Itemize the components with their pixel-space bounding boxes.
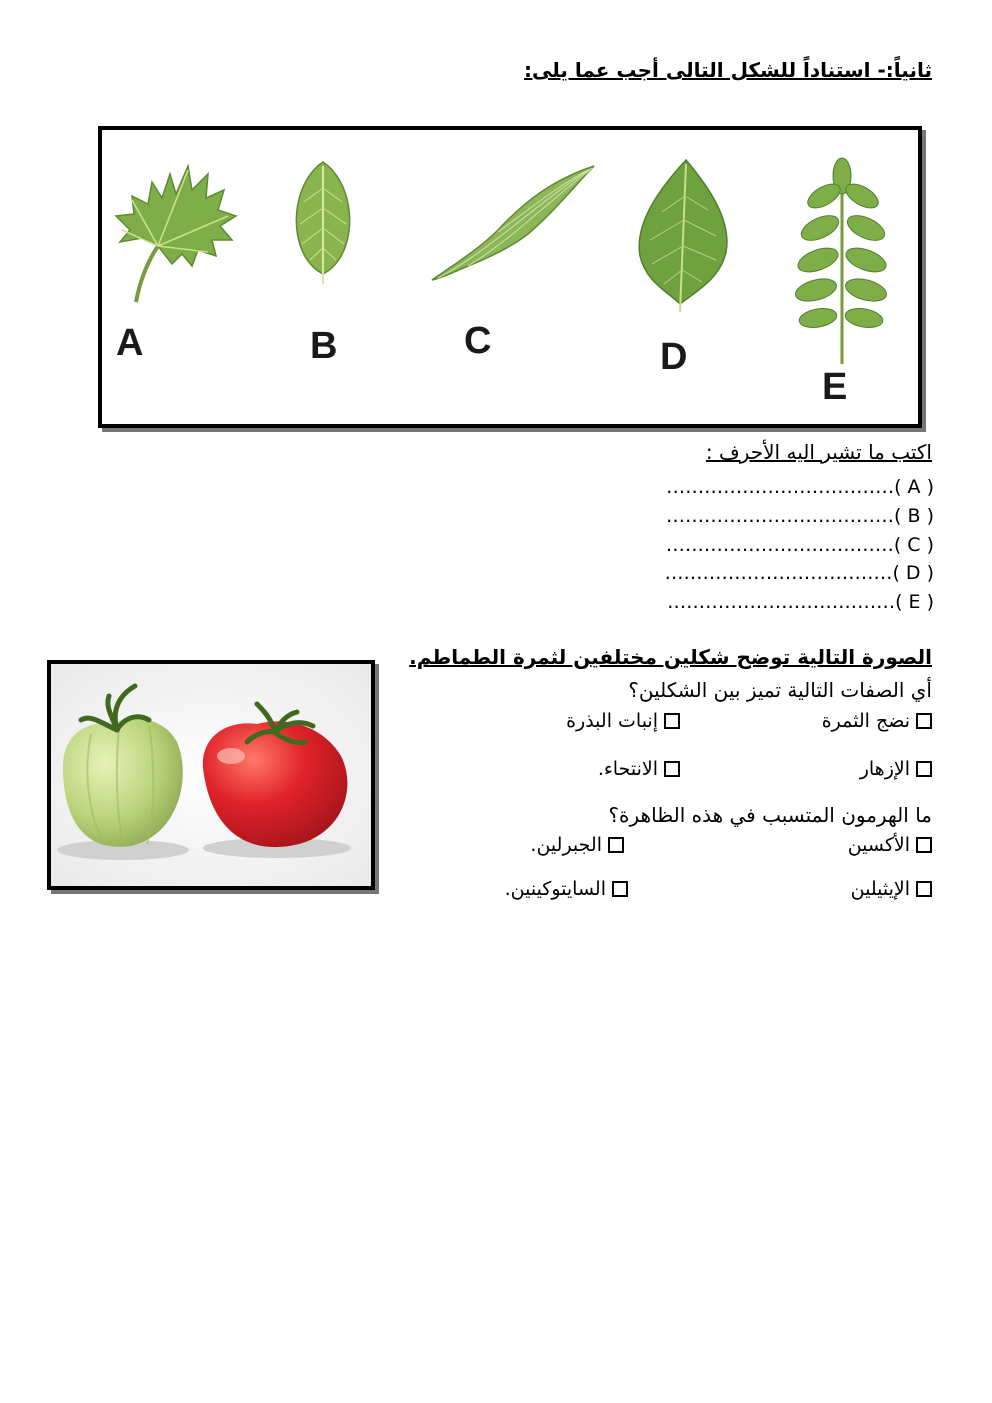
answer-dots: ……………………………… [666,505,895,527]
compound-leaf-icon [786,156,896,366]
checkbox-icon[interactable] [916,837,932,853]
page-heading: ثانياً:- استناداً للشكل التالى أجب عما يلى: [524,58,932,82]
ovate-leaf-icon [632,156,732,316]
answer-dots: ……………………………… [666,476,895,498]
option-tropism[interactable]: الانتحاء. [598,758,680,780]
leaf-label-a: A [116,322,144,364]
answer-line-b[interactable] [666,505,934,527]
checkbox-icon[interactable] [916,761,932,777]
option-cytokinin[interactable]: السايتوكينين. [505,878,628,900]
question-2: ما الهرمون المتسبب في هذه الظاهرة؟ [608,803,932,827]
option-fruit-ripening[interactable]: نضج الثمرة [822,710,932,732]
checkbox-icon[interactable] [916,713,932,729]
option-auxin[interactable]: الأكسين [848,834,932,856]
answer-line-a[interactable] [666,476,934,498]
palmate-leaf-icon [112,160,242,305]
linear-leaf-icon [428,162,598,284]
answer-dots: ……………………………… [664,562,893,584]
checkbox-icon[interactable] [916,881,932,897]
tomato-image [47,660,375,890]
instruction-text: اكتب ما تشير اليه الأحرف : [705,440,932,464]
option-seed-germination[interactable]: إنبات البذرة [566,710,680,732]
answer-letter: ( B ) [894,505,934,527]
answer-dots: ……………………………… [665,534,894,556]
option-flowering[interactable]: الإزهار [860,758,932,780]
answer-letter: ( D ) [892,562,934,584]
question-1: أي الصفات التالية تميز بين الشكلين؟ [628,678,932,702]
leaf-label-c: C [464,320,492,362]
answer-letter: ( C ) [893,534,934,556]
oval-leaf-icon [290,158,356,288]
answer-line-e[interactable] [667,591,934,613]
leaf-label-e: E [822,366,848,408]
answer-line-d[interactable] [664,562,934,584]
checkbox-icon[interactable] [664,761,680,777]
tomato-section-title: الصورة التالية توضح شكلين مختلفين لثمرة الطماطم. [409,645,932,669]
leaf-label-b: B [310,325,338,367]
checkbox-icon[interactable] [608,837,624,853]
answer-letter: ( E ) [895,591,934,613]
tomatoes-icon [51,664,371,886]
leaf-label-d: D [660,336,688,378]
checkbox-icon[interactable] [664,713,680,729]
checkbox-icon[interactable] [612,881,628,897]
answer-letter: ( A ) [894,476,934,498]
option-ethylene[interactable]: الإيثيلين [851,878,932,900]
leaves-figure [98,126,922,428]
answer-dots: ……………………………… [667,591,896,613]
answer-line-c[interactable] [666,534,934,556]
option-gibberellin[interactable]: الجبرلين. [530,834,624,856]
